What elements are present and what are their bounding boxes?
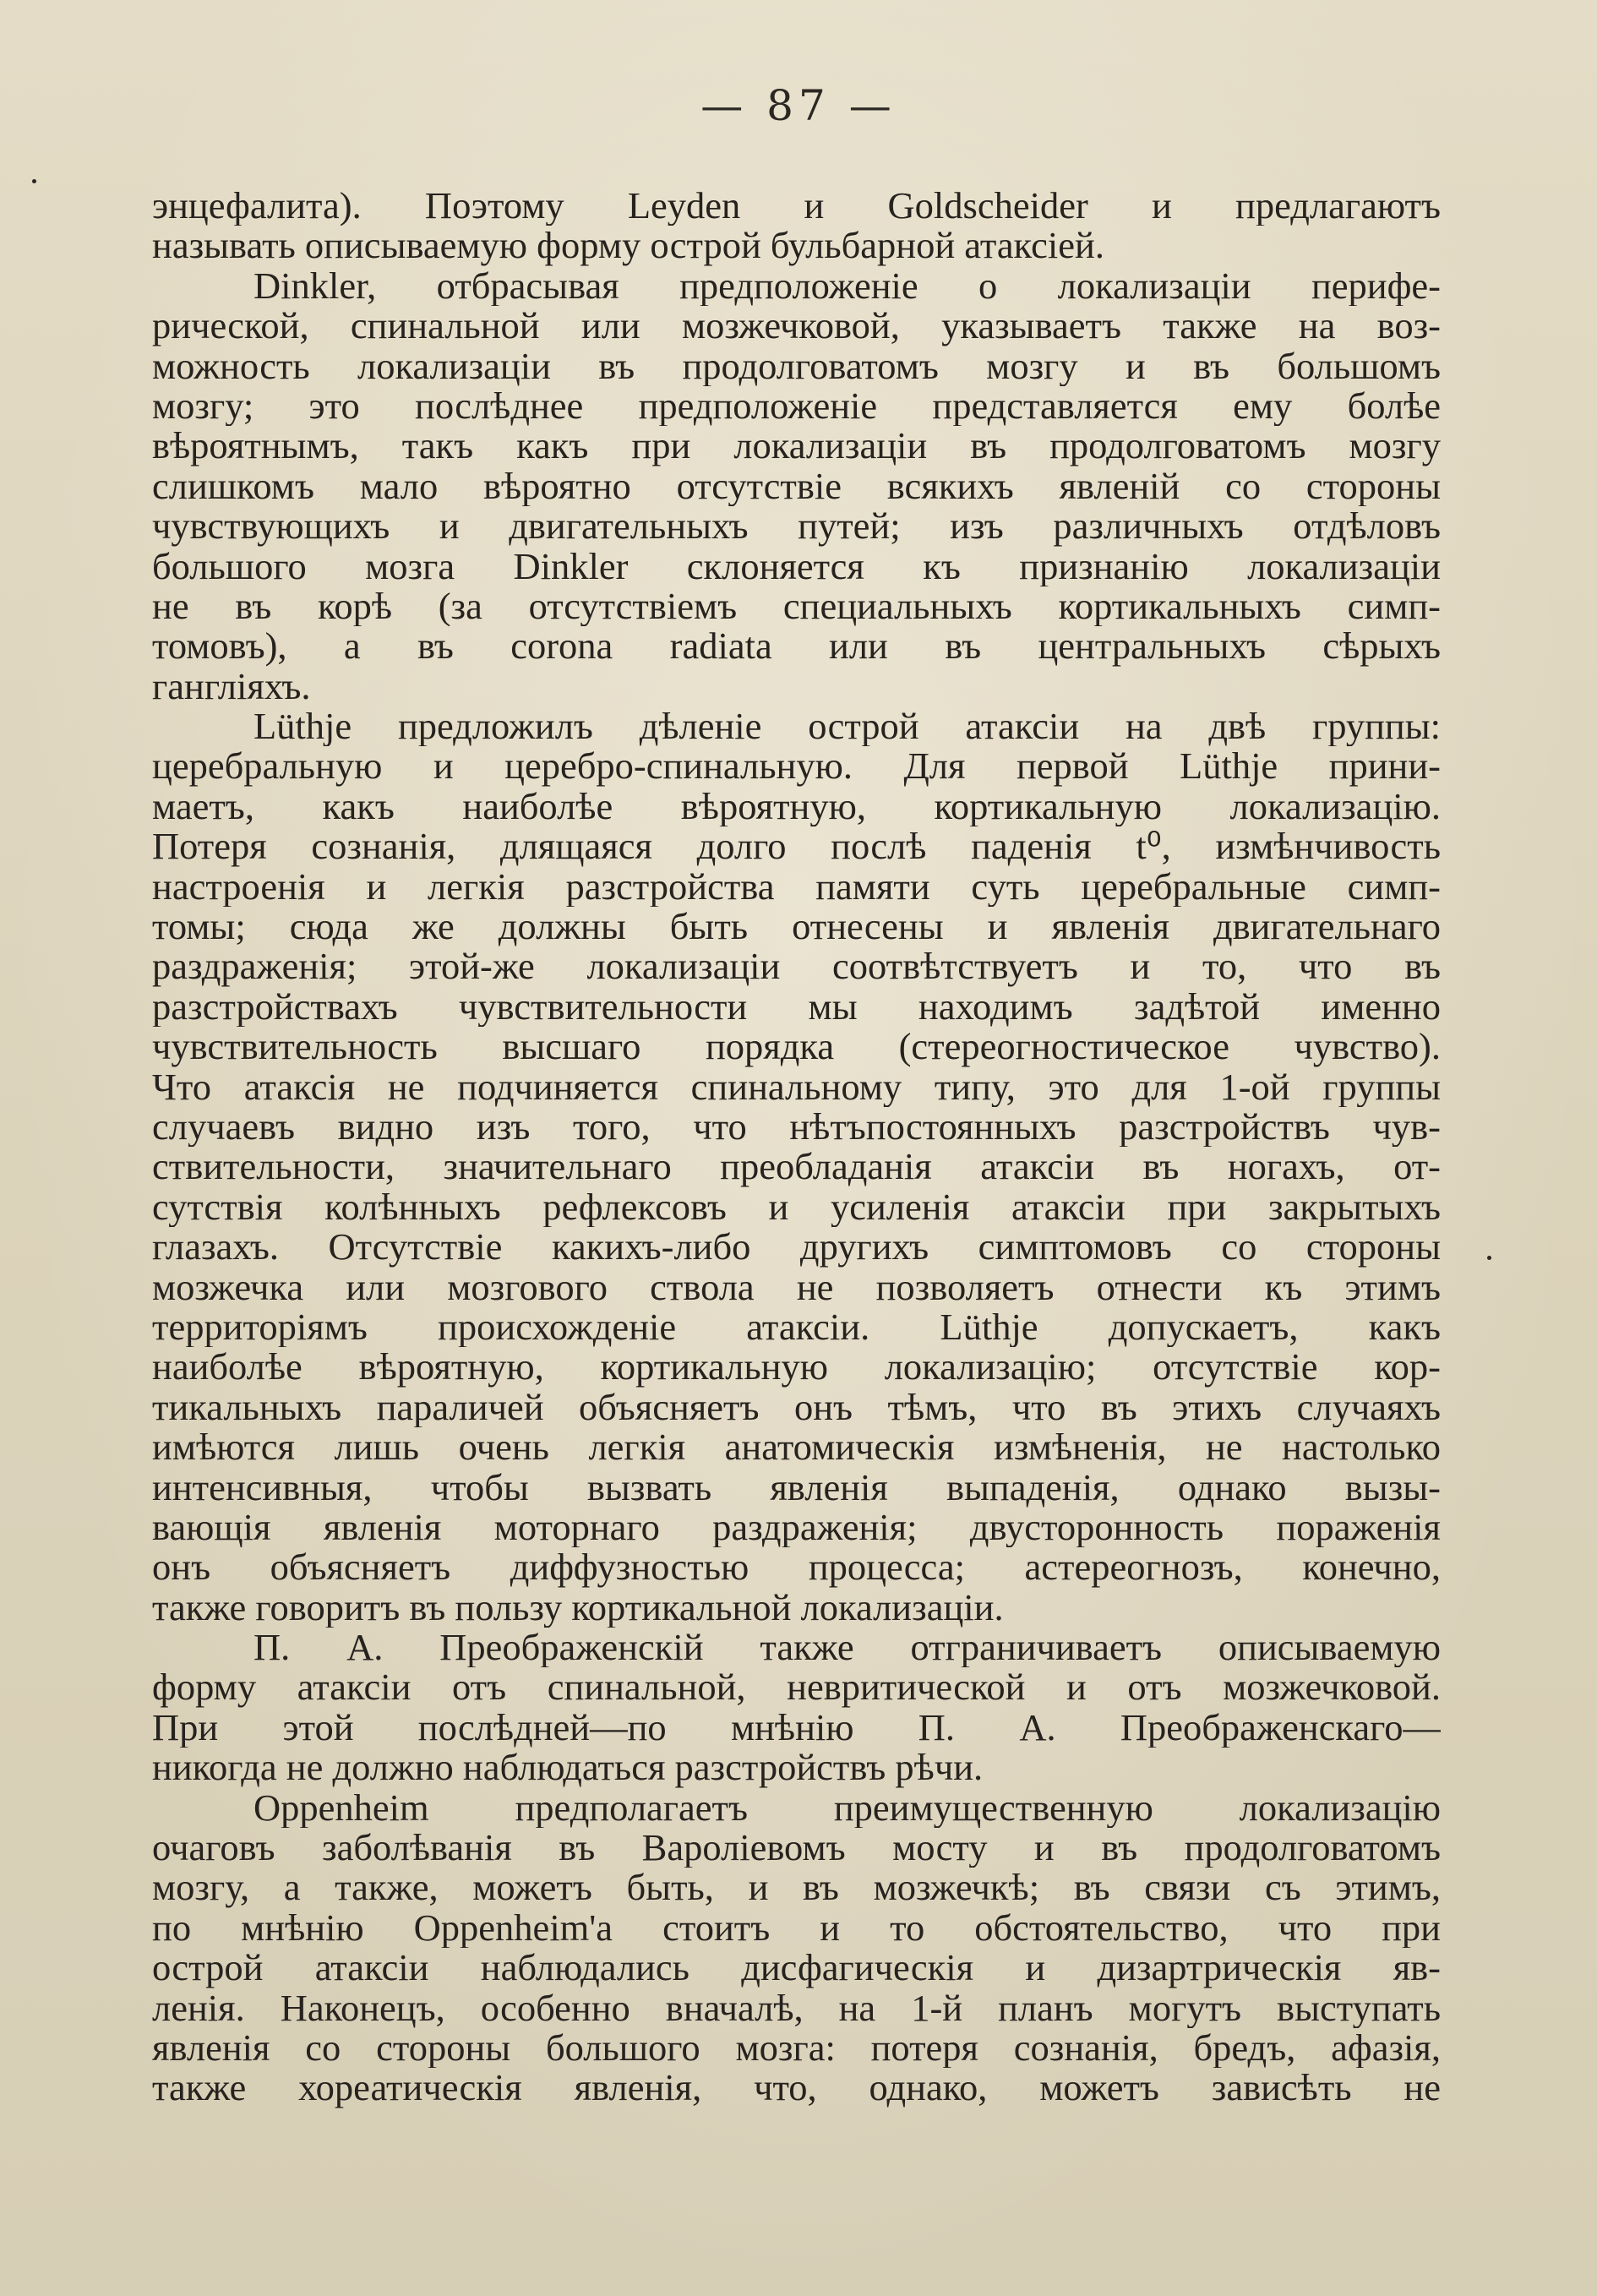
page-number: — 87 — <box>700 81 897 130</box>
text-line: форму атаксiи отъ спинальной, невритической и отъ мозжечковой. <box>152 1667 1441 1708</box>
speck-mark <box>1487 1256 1491 1260</box>
text-line: большого мозга Dinkler склоняется къ признанiю локализацiи <box>152 546 1441 586</box>
text-line: никогда не должно наблюдаться разстройствъ рѣчи. <box>152 1748 984 1788</box>
text-line: территорiямъ происхожденiе атаксiи. Lüthje допускаетъ, какъ <box>152 1306 1441 1348</box>
text-line: также хореатическiя явленiя, что, однако, можетъ зависѣть не <box>152 2068 1441 2108</box>
text-line: энцефалита). Поэтому Leyden и Goldscheider и предлагаютъ <box>152 186 1441 226</box>
text-line: мозгу; это послѣднее предположенiе представляется ему болѣе <box>152 385 1441 427</box>
text-line: Что атаксiя не подчиняется спинальному типу, это для 1-ой группы <box>152 1066 1441 1107</box>
text-line: чувствительность высшаго порядка (стереогностическое чувство). <box>152 1027 1441 1067</box>
text-line: не въ корѣ (за отсутствiемъ специальныхъ кортикальныхъ симп- <box>152 586 1441 627</box>
speck-mark <box>32 179 36 183</box>
text-line: вающiя явленiя моторнаго раздраженiя; двусторонность пораженiя <box>152 1507 1441 1548</box>
text-line: Потеря сознанiя, длящаяся долго послѣ паденiя t⁰, измѣнчивость <box>152 826 1441 867</box>
text-line: разстройствахъ чувствительности мы находимъ задѣтой именно <box>152 986 1441 1028</box>
text-line: раздраженiя; этой-же локализацiи соотвѣтствуетъ и то, что въ <box>152 946 1441 987</box>
text-line: по мнѣнiю Oppenheim'а стоитъ и то обстоятельство, что при <box>152 1907 1441 1949</box>
text-line: интенсивныя, чтобы вызвать явленiя выпаденiя, однако вызы- <box>152 1467 1441 1508</box>
text-line: настроенiя и легкiя разстройства памяти суть церебральные симп- <box>152 866 1441 908</box>
text-line: П. А. Преображенскiй также отграничиваетъ описываемую <box>253 1628 1441 1668</box>
text-line: чувствующихъ и двигательныхъ путей; изъ различныхъ отдѣловъ <box>152 506 1441 547</box>
text-line: также говоритъ въ пользу кортикальной локализацiи. <box>152 1587 1004 1628</box>
text-line: острой атаксiи наблюдались дисфагическiя и дизартрическiя яв- <box>152 1948 1441 1988</box>
text-line: томы; сюда же должны быть отнесены и явленiя двигательнаго <box>152 907 1441 947</box>
text-line: можность локализацiи въ продолговатомъ мозгу и въ большомъ <box>152 346 1441 386</box>
text-line: случаевъ видно изъ того, что нѣтъпостоянныхъ разстройствъ чув- <box>152 1106 1441 1148</box>
text-line: мозжечка или мозгового ствола не позволяетъ отнести къ этимъ <box>152 1267 1441 1307</box>
text-line: явленiя со стороны большого мозга: потеря сознанiя, бредъ, афазiя, <box>152 2027 1441 2069</box>
text-line: Lüthje предложилъ дѣленiе острой атаксiи на двѣ группы: <box>253 706 1441 747</box>
text-line: Oppenheim предполагаетъ преимущественную локализацiю <box>253 1787 1441 1829</box>
text-line: вѣроятнымъ, такъ какъ при локализацiи въ продолговатомъ мозгу <box>152 426 1441 466</box>
text-line: очаговъ заболѣванiя въ Варолiевомъ мосту и въ продолговатомъ <box>152 1828 1441 1868</box>
text-line: слишкомъ мало вѣроятно отсутствiе всякихъ явленiй со стороны <box>152 466 1441 507</box>
text-line: сутствiя колѣнныхъ рефлексовъ и усиленiя атаксiи при закрытыхъ <box>152 1186 1441 1228</box>
text-line: рической, спинальной или мозжечковой, указываетъ также на воз- <box>152 306 1441 346</box>
text-line: мозгу, а также, можетъ быть, и въ мозжечкѣ; въ связи съ этимъ, <box>152 1868 1441 1908</box>
text-line: наиболѣе вѣроятную, кортикальную локализацiю; отсутствiе кор- <box>152 1347 1441 1388</box>
text-line: томовъ), а въ corona radiata или въ центральныхъ сѣрыхъ <box>152 626 1441 667</box>
text-line: имѣются лишь очень легкiя анатомическiя измѣненiя, не настолько <box>152 1427 1441 1468</box>
text-line: ленiя. Наконецъ, особенно вначалѣ, на 1-й планъ могутъ выступать <box>152 1988 1441 2028</box>
text-line: При этой послѣдней—по мнѣнiю П. А. Преображенскаго— <box>152 1707 1441 1748</box>
text-line: церебральную и церебро-спинальную. Для первой Lüthje прини- <box>152 746 1441 787</box>
text-line: ствительности, значительнаго преобладанiя атаксiи въ ногахъ, от- <box>152 1147 1441 1187</box>
text-line: гангліяхъ. <box>152 666 311 707</box>
text-line: онъ объясняетъ диффузностью процесса; астереогнозъ, конечно, <box>152 1547 1441 1588</box>
text-line: маетъ, какъ наиболѣе вѣроятную, кортикальную локализацiю. <box>152 786 1441 827</box>
text-line: называть описываемую форму острой бульбарной атаксiей. <box>152 226 1104 266</box>
text-line: Dinkler, отбрасывая предположенiе о локализацiи перифе- <box>253 265 1441 307</box>
body-text <box>152 186 1441 2108</box>
text-line: тикальныхъ параличей объясняетъ онъ тѣмъ, что въ этихъ случаяхъ <box>152 1387 1441 1428</box>
text-line: глазахъ. Отсутствiе какихъ-либо другихъ симптомовъ со стороны <box>152 1227 1441 1268</box>
